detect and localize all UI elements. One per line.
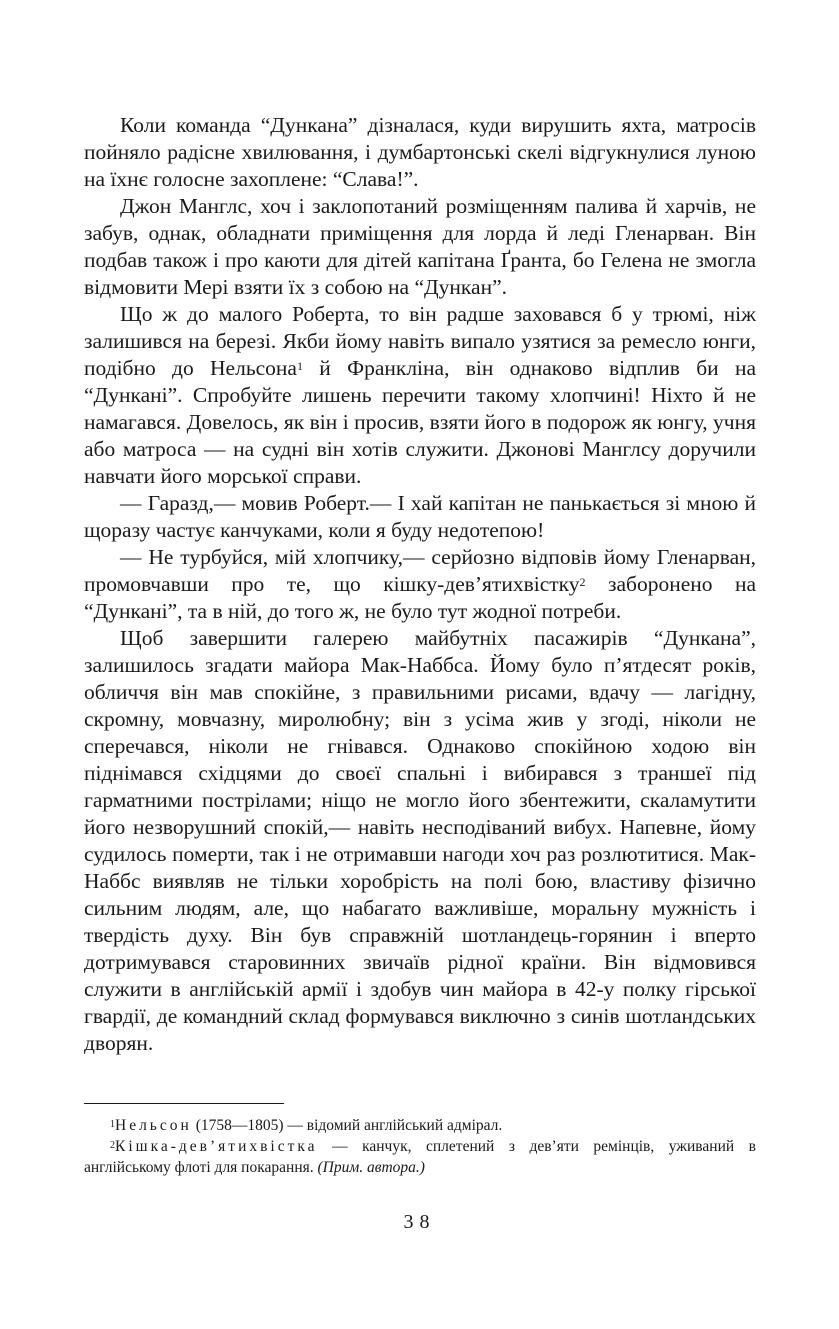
footnote-divider: [84, 1103, 284, 1104]
footnote-2: [84, 1136, 756, 1178]
footnote-ref-2: 2: [579, 575, 586, 589]
paragraph-3: [84, 301, 756, 490]
footnote-ref-1: 1: [296, 359, 303, 373]
footnote-term: Нельсон: [115, 1117, 192, 1134]
paragraph-5: [84, 544, 756, 625]
footnote-1: [84, 1115, 756, 1136]
page-number: 38: [403, 1211, 436, 1233]
main-text: [84, 112, 756, 1057]
paragraph-4: — Гаразд,— мовив Роберт.— І хай капітан не панькається зі мною й щоразу частує канчуками, коли я буду недотепою!: [84, 491, 756, 542]
footnote-term: Кішка-дев’ятихвістка: [115, 1138, 318, 1155]
paragraph-1: Коли команда “Дункана” дізналася, куди вирушить яхта, матросів пойняло радісне хвилювання, і думбартонські скелі відгукнулися луною на їхнє голосне захоплене: “Слава!”.: [84, 113, 756, 191]
footnote-text: — канчук, сплетений з дев’яти ремінців, уживаний в англійському флоті для покарання.: [84, 1138, 756, 1176]
paragraph-5-part-b: заборонено на “Дункані”, та в ній, до того ж, не було тут жодної потреби.: [84, 572, 756, 623]
paragraph-2: Джон Манглс, хоч і заклопотаний розміщенням палива й харчів, не забув, однак, обладнати приміщення для лорда й леді Гленарван. Він подбав також і про каюти для дітей капітана Ґранта, бо Гелена не змогла відмовити Мері взяти їх з собою на “Дункан”.: [84, 194, 756, 299]
footnote-number: 2: [110, 1140, 115, 1151]
paragraph-5-part-a: — Не турбуйся, мій хлопчику,— серйозно відповів йому Гленарван, промовчавши про те, що кішку-дев’ятихвістку: [84, 545, 756, 596]
paragraph-3-part-b: й Франкліна, він однаково відплив би на “Дункані”. Спробуйте лишень перечити такому хлопчині! Ніхто й не намагався. Довелось, як він і просив, взяти його в подорож як юнгу, учня або матроса — на судні він хотів служити. Джонові Манглсу доручили навчати його морської справи.: [84, 356, 756, 488]
footnote-number: 1: [110, 1119, 115, 1130]
paragraph-6: Щоб завершити галерею майбутніх пасажирів “Дункана”, залишилось згадати майора Мак-Наббса. Йому було п’ятдесят років, обличчя він мав спокійне, з правильними рисами, вдачу — лагідну, скромну, мовчазну, миролюбну; він з усіма жив у згоді, ніколи не сперечався, ніколи не гнівався. Однаково спокійною ходою він піднімався східцями до своєї спальні і вибирався з траншеї під гарматними пострілами; ніщо не могло його збентежити, скаламутити його незворушний спокій,— навіть несподіваний вибух. Напевне, йому судилось померти, так і не отримавши нагоди хоч раз розлютитися. Мак-Наббс виявляв не тільки хоробрість на полі бою, властиву фізично сильним людям, але, що набагато важливіше, моральну мужність і твердість духу. Він був справжній шотландець-горянин і вперто дотримувався старовинних звичаїв рідної країни. Він відмовився служити в англійській армії і здобув чин майора в 42-у полку гірської гвардії, де командний склад формувався виключно з синів шотландських дворян.: [84, 626, 756, 1055]
paragraph-3-part-a: Що ж до малого Роберта, то він радше заховався б у трюмі, ніж залишився на березі. Якби йому навіть випало узятися за ремесло юнги, подібно до Нельсона: [84, 302, 756, 380]
footnote-text: (1758—1805) — відомий англійський адмірал.: [191, 1117, 503, 1134]
footnotes: [84, 1115, 756, 1178]
author-note: (Прим. автора.): [317, 1159, 425, 1176]
